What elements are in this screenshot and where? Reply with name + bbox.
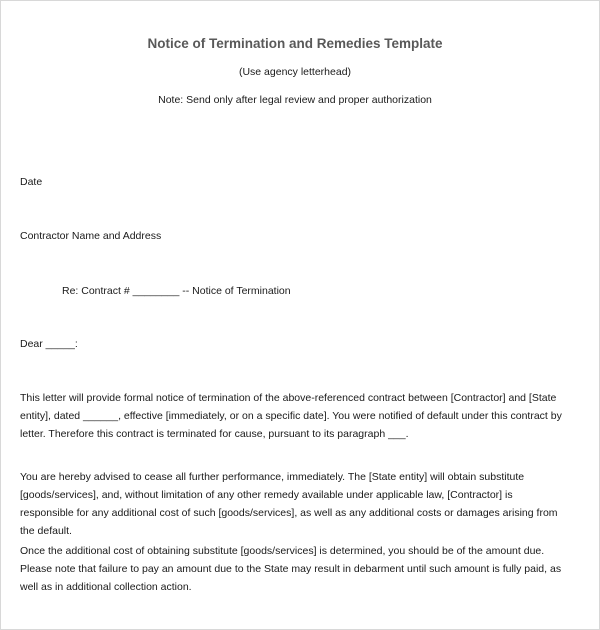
paragraph-amount-due: Once the additional cost of obtaining substitute [goods/services] is determined, you should be of the amount due. Please note that failure to pay an amount due to the State may result in debarment until such amount is fully paid, as well as in additional collection action. [20, 545, 562, 593]
letterhead-instruction: (Use agency letterhead) [238, 66, 352, 78]
paragraph-cease-performance: You are hereby advised to cease all further performance, immediately. The [State entity] will obtain substitute [goods/services], and, without limitation of any other remedy available under applicable law, [Contractor] is responsible for any additional cost of such [goods/services], as well as any additional costs or damages arising from the default. [20, 471, 558, 537]
salutation: Dear _____: [20, 338, 78, 350]
document-title: Notice of Termination and Remedies Template [147, 36, 443, 51]
date-label: Date [20, 176, 43, 188]
paragraph-termination-notice: This letter will provide formal notice of termination of the above-referenced contract between [Contractor] and [State entity], dated ______, effective [immediately, or on a specific date]. You were notified of default under this contract by letter. Therefore this contract is terminated for cause, pursuant to its paragraph ___. [20, 392, 562, 440]
contractor-name-address-label: Contractor Name and Address [20, 230, 162, 242]
reference-line: Re: Contract # ________ -- Notice of Termination [62, 285, 291, 297]
authorization-note: Note: Send only after legal review and proper authorization [158, 94, 432, 106]
